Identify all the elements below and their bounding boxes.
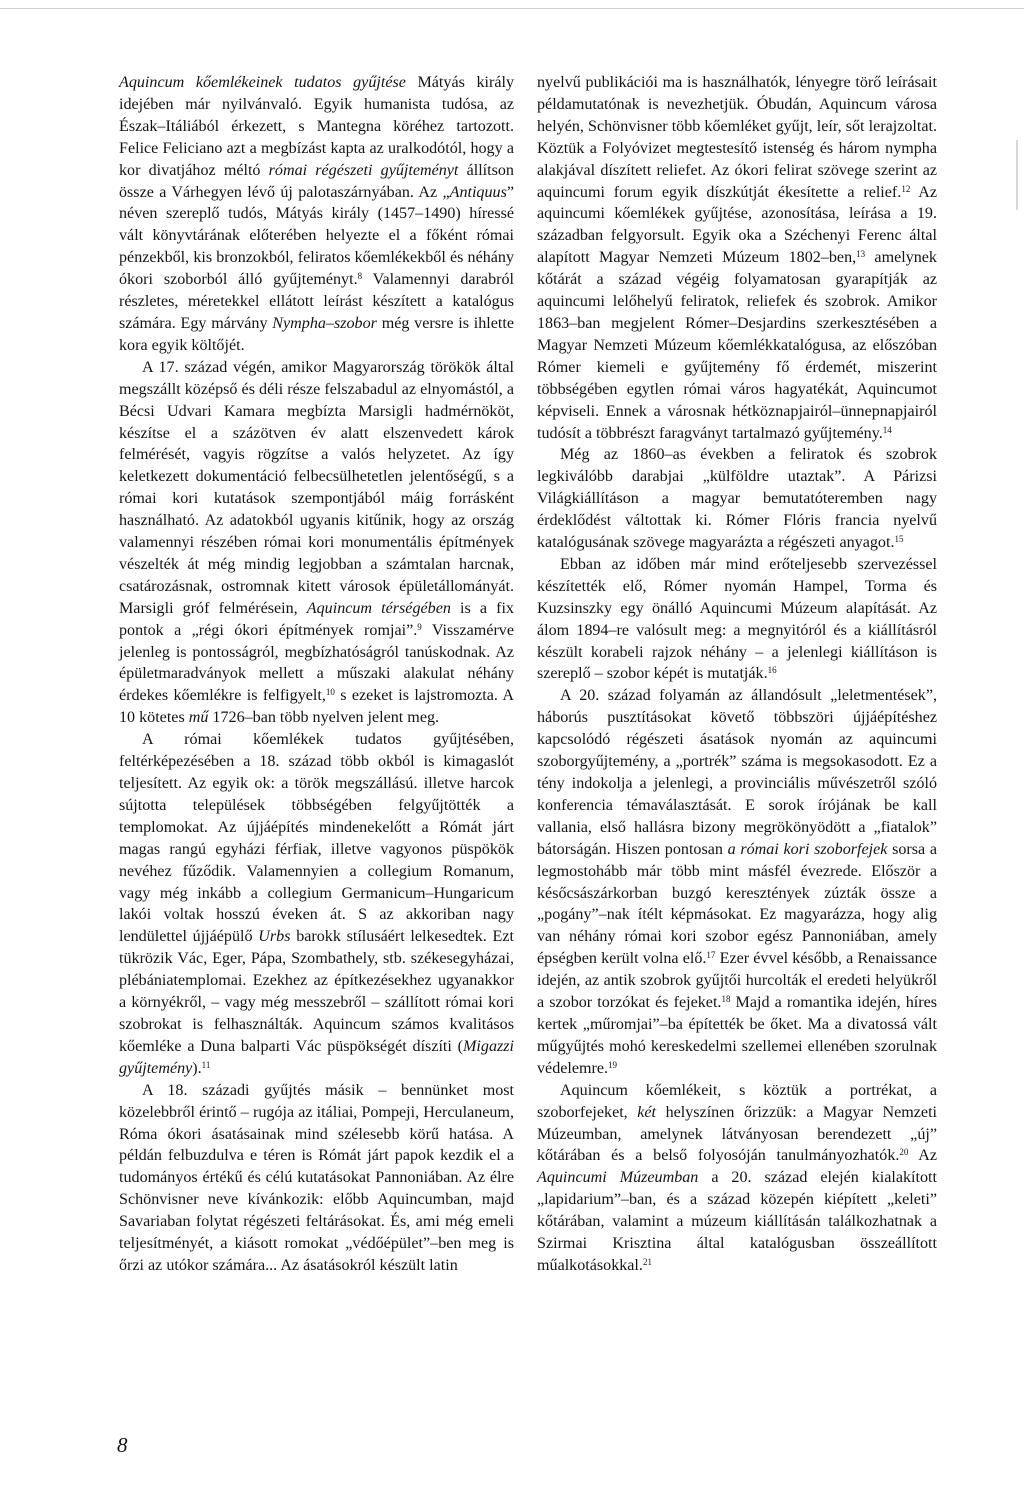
emphasis-text: két	[637, 1103, 657, 1121]
paragraph-marsigli	[119, 357, 514, 729]
emphasis-text: Aquincumi Múzeumban	[537, 1169, 699, 1187]
footnote-ref: 20	[899, 1147, 909, 1158]
footnote-ref: 14	[882, 424, 892, 435]
footnote-ref: 12	[901, 183, 911, 194]
text-run: 1726–ban több nyelven jelent meg.	[208, 709, 440, 727]
scan-artifact-line	[0, 8, 1024, 9]
emphasis-text: Nympha–szobor	[272, 314, 377, 332]
footnote-ref: 16	[767, 665, 777, 676]
footnote-ref: 21	[642, 1256, 652, 1267]
text-run: s ezeket is lajstromozta. A 10 kötetes	[119, 687, 514, 727]
paragraph-18th-century	[119, 729, 514, 1080]
text-run: sorsa a legmostohább már több mint másfél évezrede. Először a későcsászárkorban buzgó keresztények zúzták össze a „pogány”–nak ítélt képmásokat. Ez magyarázza, hogy alig van néhány római kori szobor egész Pannoniában, amely épségben került volna elő.	[537, 840, 938, 968]
footnote-ref: 15	[894, 534, 904, 545]
page-number: 8	[117, 1433, 128, 1457]
paragraph-20th-century	[537, 685, 937, 1079]
right-column	[537, 72, 937, 1277]
emphasis-text: mű	[188, 709, 209, 727]
text-run: A római kőemlékek tudatos gyűjtésében, feltérképezésében a 18. század több okból is kimagaslót teljesített. Az egyik ok: a török megszállású. illetve harcok sújtotta települések többségében felgyűjtötték a templomokat. Az újjáépítés mindenekelőtt a Rómát járt magas rangú egyházi férfiak, illetve vagyonos püspökök nevéhez fűződik. Valamennyien a collegium Romanum, vagy még inkább a collegium Germanicum–Hungaricum lakói voltak hosszú éveken át. S az akkoriban nagy lendülettel újjáépülő	[119, 731, 514, 946]
emphasis-text: Urbs	[258, 928, 291, 946]
footnote-ref: 19	[608, 1059, 618, 1070]
text-run: helyszínen őrizzük: a Magyar Nemzeti Múzeumban, amelynek látványosan berendezett „új” kőtárában és a belső folyosóján tanulmányozhatók.	[537, 1103, 938, 1165]
text-run: Az	[908, 1147, 937, 1165]
text-run: ).	[192, 1059, 202, 1077]
footnote-ref: 13	[856, 249, 866, 260]
paragraph-schonvisner	[119, 1080, 514, 1277]
text-run: Az aquincumi kőemlékek gyűjtése, azonosítása, leírása a 19. században felgyorsult. Egyik oka a Széchenyi Ferenc által alapított Magyar Nemzeti Múzeum 1802–ben,	[537, 183, 937, 267]
text-run: Még az 1860–as években a feliratok és szobrok legkiválóbb darabjai „külföldre utaztak”. A Párizsi Világkiállításon a magyar bemutatóteremben nagy érdeklődést váltottak ki. Rómer Flóris francia nyelvű katalógusának szövege magyarázta a régészeti anyagot.	[537, 446, 937, 552]
text-run: Aquincum kőemlékeit, s köztük a portrékat, a szoborfejeket,	[537, 1081, 937, 1121]
scan-artifact-edge	[1016, 140, 1018, 210]
text-run: Ebban az időben már mind erőteljesebb szervezéssel készítették elő, Rómer nyomán Hampel, Torma és Kuzsinszky egy önálló Aquincumi Múzeum alapítását. Az álom 1894–re valósult meg: a megnyitóról és a kiállításról készült korabeli rajzok néhány – a jelenlegi kiállításon is szereplő – szobor képét is mutatják.	[537, 555, 937, 683]
text-run: Valamennyi darabról részletes, méretekkel ellátott leírást készített a katalógus számára. Egy márvány	[119, 271, 515, 332]
text-run: A 17. század végén, amikor Magyarország törökök által megszállt középső és déli része felszabadul az elnyomástól, a Bécsi Udvari Kamara megbízta Marsigli hadmérnököt, készítse el a százötven év alatt elszenvedett károk felmérését, vagyis rögzítse a valós helyzetet. Az így keletkezett dokumentáció felbecsülhetetlen jelentőségű, s a római kori kutatások szempontjából máig forrásként használható. Az adatokból ugyanis kitűnik, hogy az ország valamennyi részében római kori monumentális építmények vészelték át még mindig legjobban a számtalan harcnak, csatározásnak, ostromnak kitett városok épületállományát. Marsigli gróf felmérésein,	[119, 358, 514, 617]
text-run: amelynek kőtárát a század végéig folyamatosan gyarapítják az aquincumi lelőhelyű feliratok, reliefek és szobrok. Amikor 1863–ban megjelent Rómer–Desjardins szerkesztésében a Magyar Nemzeti Múzeum kőemlékkatalógusa, az előszóban Rómer kiemeli e gyűjtemény fő érdemét, miszerint többségében egytlen római város hagyatékát, Aquincumot képviseli. Ennek a városnak hétköznapjairól–ünnepnapjairól tudósít a többrészt faragványt tartalmazó gyűjtemény.	[537, 249, 937, 442]
text-run: barokk stílusáért lelkesedtek. Ezt tükrözik Vác, Eger, Pápa, Szombathely, stb. székesegyházai, plébániatemplomai. Ezekhez az építkezésekhez ugyanakkor a környékről, – vagy még messzebről – szállított római kori szobrokat is felhasználták. Aquincum számos kvalitásos kőemléke a Duna balparti Vác püspökségét díszíti (	[119, 928, 514, 1055]
paragraph-19th-century	[537, 72, 937, 444]
text-run: nyelvű publikációi ma is használhatók, lényegre törő leírásait példamutatónak is nevezhetjük. Óbudán, Aquincum városa helyén, Schönvisner több kőemléket gyűjt, leír, sőt lerajzoltat. Köztük a Folyóvizet megtestesítő istenség és három nympha alakjával díszített reliefet. Az ókori felirat szövege szerint az aquincumi forum egyik díszkútját ékesítette a relief.	[537, 74, 937, 201]
text-run: is a fix pontok a „régi ókori építmények romjai”.	[119, 599, 514, 639]
text-run: Ezer évvel később, a Renaissance idején, az antik szobrok gyűjtői hurcolták el eredeti helyükről a szobor torzókat és fejeket.	[537, 950, 937, 1012]
emphasis-text: Aquincum kőemlékeinek tudatos gyűjtése	[119, 74, 406, 91]
text-run: ” néven szereplő tudós, Mátyás király (1457–1490) híressé vált könyvtárának előterében helyezte el a főként római pénzekből, kis bronzokból, feliratos kőemlékekből és néhány ókori szoborból álló gyűjteményt.	[119, 183, 514, 289]
left-column	[119, 72, 514, 1277]
text-run: A 20. század folyamán az állandósult „leletmentések”, háborús pusztításokat követő többszöri újjáépítéshez kapcsolódó régészeti ásatások nyomán az aquincumi szoborgyűjtemény, a „portrék” száma is megsokasodott. Ez a tény indokolja a jelenlegi, a provinciális művészetről szóló konferencia témaválasztását. E sorok írójának be kall vallania, első hallásra bizony megrökönyödött a „fiatalok” bátorságán. Hiszen pontosan	[537, 687, 937, 858]
footnote-ref: 17	[706, 950, 716, 961]
text-run: Visszamérve jelenleg is pontosságról, megbízhatóságról tanúskodnak. Az épületmaradványok mellett a műszaki alakulat néhány érdekes kőemlékre is felfigyelt,	[119, 621, 514, 705]
paragraph-two-locations	[537, 1080, 937, 1277]
text-run: A 18. századi gyűjtés másik – bennünket most közelebbről érintő – rugója az itáliai, Pompeji, Herculaneum, Róma ókori ásatásainak mind szélesebb körű hatása. A példán felbuzdulva e téren is Rómát járt papok kezdik el a tudományos értékű és célú kutatásokat Pannoniában. Az élre Schönvisner neve kívánkozik: előbb Aquincumban, majd Savariaban folytat régészeti feltárásokat. És, ami még emeli teljesítményét, a kiásott romokat „védőépület”–ben meg is őrzi az utókor számára... Az ásatásokról készült latin	[119, 1081, 514, 1274]
footnote-ref: 18	[721, 994, 731, 1005]
paragraph-aquincum-museum	[537, 554, 937, 685]
footnote-ref: 9	[417, 621, 422, 632]
text-run: állítson össze a Várhegyen lévő új palotaszárnyában. Az „	[119, 161, 514, 201]
paragraph-paris-exhibition	[537, 444, 937, 554]
text-run: a 20. század elején kialakított „lapidarium”–ban, és a század közepén kiépített „keleti” kőtárában, valamint a múzeum kiállításán találkozhatnak a Szirmai Krisztina által katalógusban összeállított műalkotásokkal.	[537, 1169, 937, 1274]
text-run: Mátyás király idejében már nyilvánvaló. Egyik humanista tudósa, az Észak–Itáliából érkezett, s Mantegna köréhez tartozott. Felice Feliciano azt a megbízást kapta az uralkodótól, hogy a kor divatjához méltó	[119, 74, 515, 179]
emphasis-text: Migazzi gyűjtemény	[119, 1037, 514, 1077]
emphasis-text: római régészeti gyűjteményt	[268, 161, 459, 179]
paragraph-aquincum-matyas	[119, 72, 514, 357]
emphasis-text: a római kori szoborfejek	[727, 840, 888, 858]
text-run: Majd a romantika idején, híres kertek „műromjai”–ba építették be őket. Ma a divatossá vált műgyűjtés mohó kereskedelmi szellemei ellenében szorulnak védelemre.	[537, 994, 937, 1077]
footnote-ref: 11	[201, 1059, 211, 1070]
footnote-ref: 10	[325, 687, 335, 698]
footnote-ref: 8	[357, 271, 363, 282]
emphasis-text: Antiquus	[449, 183, 507, 201]
text-run: még versre is ihlette kora egyik költőjét.	[119, 314, 514, 354]
emphasis-text: Aquincum térségében	[306, 599, 451, 617]
